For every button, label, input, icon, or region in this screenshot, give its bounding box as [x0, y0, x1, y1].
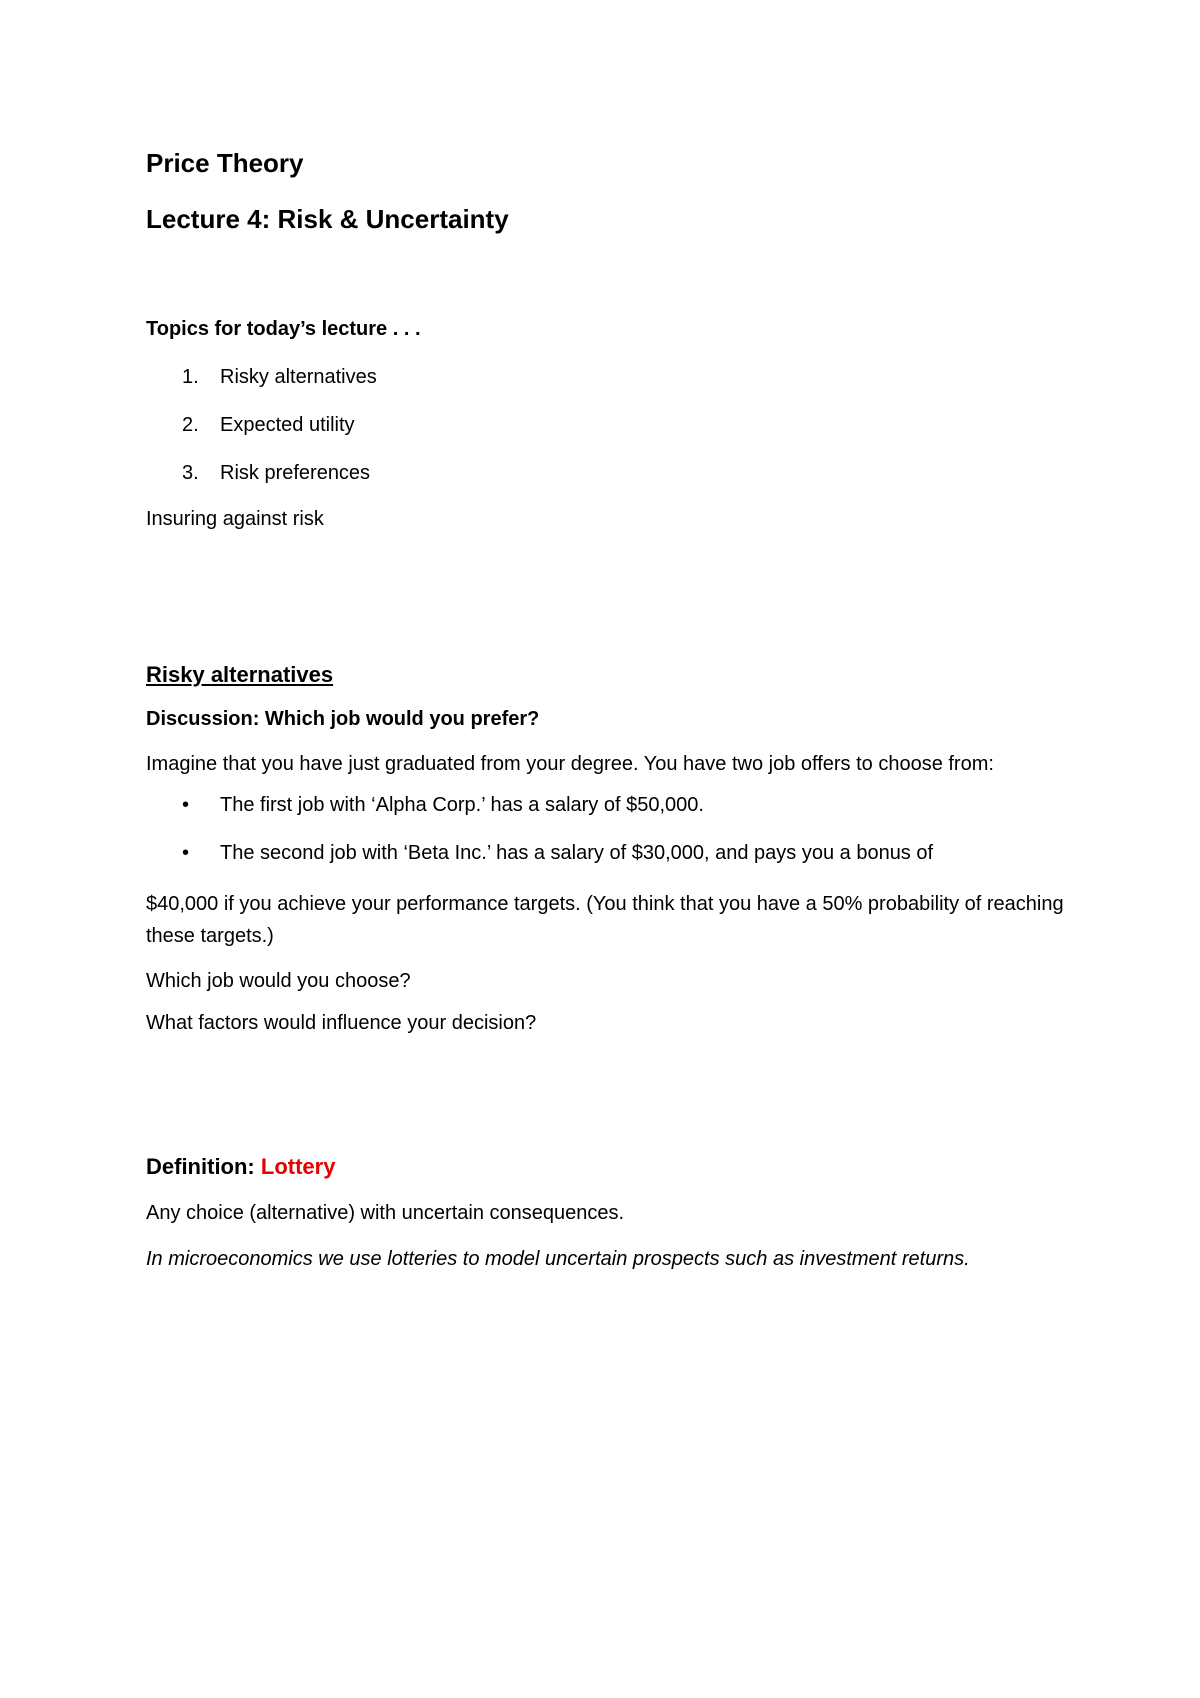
question-which-job: Which job would you choose? — [146, 970, 411, 992]
topic-label: Expected utility — [220, 414, 355, 436]
section-heading-risky-alternatives: Risky alternatives — [146, 662, 334, 687]
job-offer-text: The first job with ‘Alpha Corp.’ has a salary of $50,000. — [220, 794, 704, 816]
topic-item — [146, 460, 1066, 486]
bonus-paragraph: $40,000 if you achieve your performance targets. (You think that you have a 50% probability of reaching these targets.) — [146, 893, 1064, 947]
topic-number: 2. — [182, 414, 199, 436]
document-content — [146, 146, 1066, 1272]
document-title: Price Theory — [146, 148, 304, 178]
topic-item — [146, 364, 1066, 390]
question-factors: What factors would influence your decision? — [146, 1012, 537, 1034]
intro-paragraph: Imagine that you have just graduated from your degree. You have two job offers to choose from: — [146, 753, 994, 775]
definition-text: Any choice (alternative) with uncertain consequences. — [146, 1202, 625, 1224]
bullet-icon: • — [182, 794, 190, 816]
extra-topic: Insuring against risk — [146, 508, 324, 530]
job-offer-item — [146, 792, 1066, 818]
bullet-icon: • — [182, 842, 190, 864]
job-offers-list — [146, 792, 1066, 866]
discussion-heading: Discussion: Which job would you prefer? — [146, 708, 540, 730]
topic-item — [146, 412, 1066, 438]
definition-heading — [146, 1152, 1066, 1182]
topic-number: 3. — [182, 462, 199, 484]
topic-label: Risky alternatives — [220, 366, 377, 388]
job-offer-item — [146, 840, 1066, 866]
definition-prefix: Definition: — [146, 1154, 261, 1179]
definition-note: In microeconomics we use lotteries to model uncertain prospects such as investment returns. — [146, 1248, 970, 1270]
lecture-title: Lecture 4: Risk & Uncertainty — [146, 204, 509, 234]
definition-term: Lottery — [260, 1154, 336, 1179]
topic-number: 1. — [182, 366, 199, 388]
job-offer-text: The second job with ‘Beta Inc.’ has a salary of $30,000, and pays you a bonus of — [220, 842, 934, 864]
topics-heading: Topics for today’s lecture . . . — [146, 318, 421, 340]
topic-label: Risk preferences — [220, 462, 371, 484]
topics-list — [146, 364, 1066, 486]
